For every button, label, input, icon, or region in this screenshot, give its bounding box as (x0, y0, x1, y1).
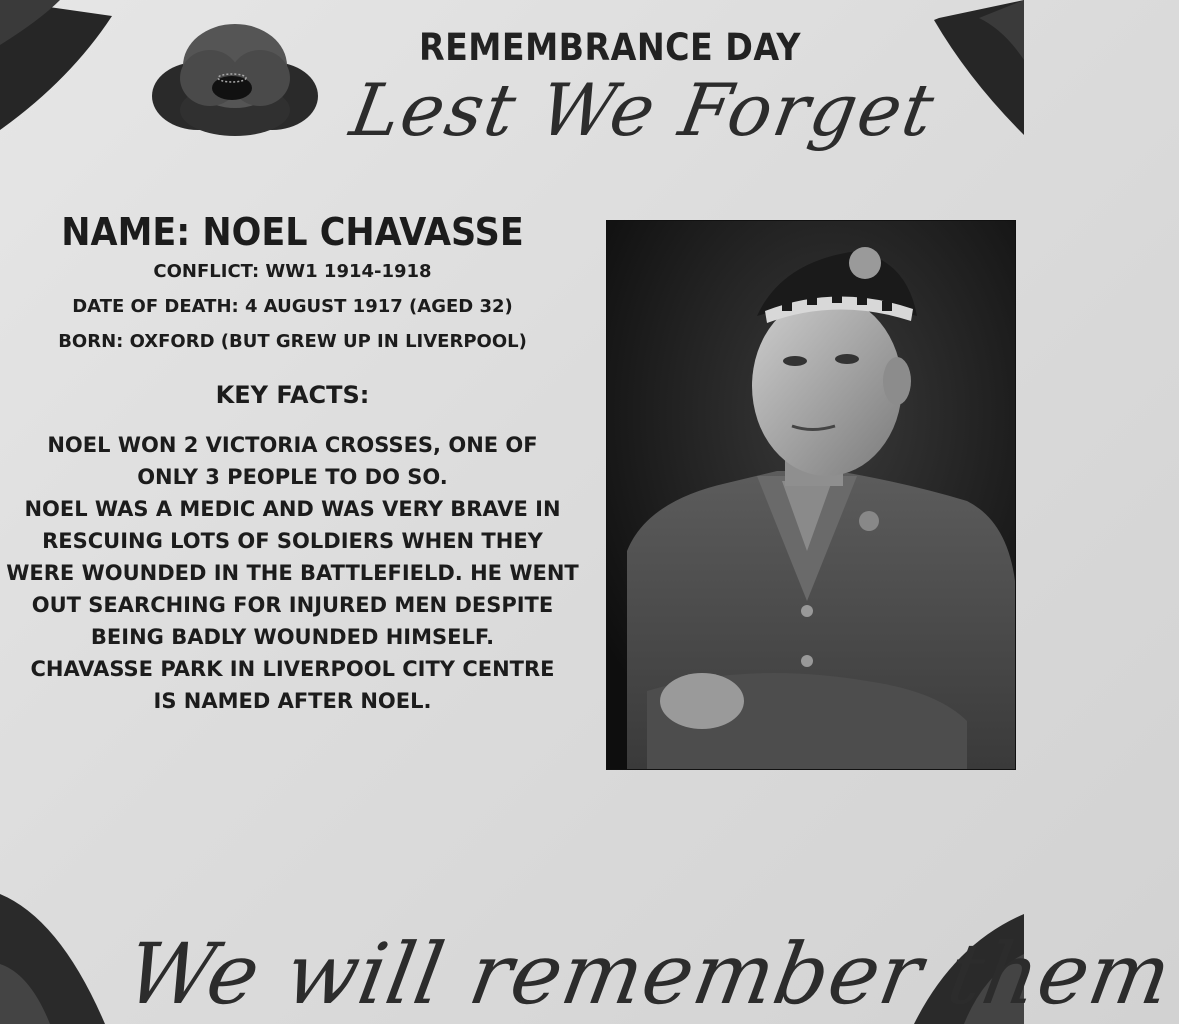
profile-name: NAME: NOEL CHAVASSE (61, 210, 524, 254)
profile-section (0, 210, 585, 717)
key-facts-line: NOEL WON 2 VICTORIA CROSSES, ONE OF (47, 433, 538, 457)
key-facts-line: RESCUING LOTS OF SOLDIERS WHEN THEY (42, 529, 543, 553)
poppy-icon (150, 18, 320, 138)
key-facts-line: NOEL WAS A MEDIC AND WAS VERY BRAVE IN (24, 497, 561, 521)
key-facts-line: CHAVASSE PARK IN LIVERPOOL CITY CENTRE (30, 657, 555, 681)
soldier-portrait (606, 220, 1016, 770)
key-facts-line: ONLY 3 PEOPLE TO DO SO. (137, 465, 448, 489)
key-facts-line: BEING BADLY WOUNDED HIMSELF. (90, 625, 495, 649)
corner-poppy-top-left (0, 0, 120, 135)
footer-motto: We will remember them (119, 925, 1179, 1023)
page-title: REMEMBRANCE DAY (419, 26, 801, 69)
corner-poppy-bottom-left (0, 894, 120, 1024)
profile-conflict: CONFLICT: WW1 1914-1918 (153, 261, 432, 282)
profile-date-of-death: DATE OF DEATH: 4 AUGUST 1917 (AGED 32) (72, 296, 513, 317)
profile-born: BORN: OXFORD (BUT GREW UP IN LIVERPOOL) (58, 331, 527, 352)
key-facts-line: IS NAMED AFTER NOEL. (153, 689, 432, 713)
key-facts-heading: KEY FACTS: (215, 381, 370, 409)
page-subtitle: Lest We Forget (344, 68, 942, 152)
key-facts-line: WERE WOUNDED IN THE BATTLEFIELD. HE WENT (6, 561, 579, 585)
key-facts-line: OUT SEARCHING FOR INJURED MEN DESPITE (31, 593, 554, 617)
